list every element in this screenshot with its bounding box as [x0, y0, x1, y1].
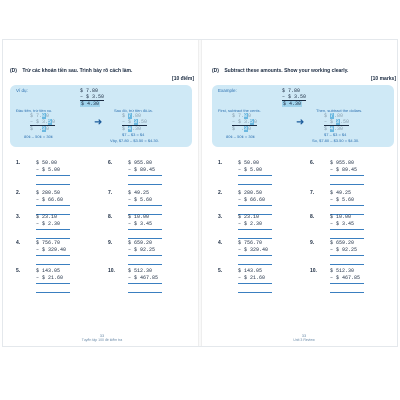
footer-text: Tuyển tập 100 đề kiểm tra	[81, 338, 123, 342]
problem-bottom-amount: – $ 21.60	[36, 275, 64, 281]
answer-rule	[128, 205, 162, 206]
problem-number: 3.	[218, 214, 223, 220]
example-label: Ví dụ:	[16, 88, 28, 93]
example-working-cents: $ 7.80 – $ 3.50 $ .30	[232, 113, 258, 132]
subtraction-problem	[304, 268, 384, 302]
question-heading	[10, 68, 194, 74]
problem-bottom-amount: – $ 21.60	[238, 275, 266, 281]
problem-bottom-amount: – $ 66.60	[36, 197, 64, 203]
problem-top-amount: $ 23.10	[238, 214, 260, 220]
problem-number: 5.	[16, 268, 21, 274]
answer-line[interactable]	[128, 264, 162, 265]
answer-line[interactable]	[128, 184, 162, 185]
question-heading	[212, 68, 396, 74]
problem-top-amount: $ 280.50	[238, 190, 263, 196]
marks-label: [10 marks]	[370, 76, 396, 82]
problem-top-amount: $ 512.30	[128, 268, 153, 274]
answer-line[interactable]	[128, 238, 162, 239]
problem-number: 7.	[108, 190, 113, 196]
example-line2: – $ 3.50	[282, 94, 307, 100]
problem-number: 6.	[310, 160, 315, 166]
problem-number: 5.	[218, 268, 223, 274]
problem-number: 9.	[310, 240, 315, 246]
answer-rule	[330, 205, 364, 206]
answer-rule	[128, 229, 162, 230]
answer-rule	[128, 283, 162, 284]
problem-top-amount: $ 143.05	[36, 268, 61, 274]
answer-rule	[238, 255, 272, 256]
problem-top-amount: $ 280.50	[36, 190, 61, 196]
problem-top-amount: $ 10.00	[128, 214, 150, 220]
example-step1-note: 80¢ – 50¢ = 30¢	[226, 134, 256, 139]
example-line1: $ 7.80	[282, 88, 301, 94]
page-footer	[10, 333, 194, 342]
problem-number: 10.	[310, 268, 317, 274]
problem-top-amount: $ 512.30	[330, 268, 355, 274]
right-page	[212, 40, 396, 346]
problem-bottom-amount: – $ 329.40	[36, 247, 67, 253]
example-step1-note: 80¢ – 50¢ = 30¢	[24, 134, 54, 139]
answer-rule	[238, 205, 272, 206]
answer-line[interactable]	[36, 292, 70, 293]
example-working-dollars: $ 7.80 – $ 3.50 $ 4.30	[324, 113, 350, 132]
problem-top-amount: $ 49.25	[330, 190, 352, 196]
problem-bottom-amount: – $ 467.85	[128, 275, 159, 281]
problem-number: 7.	[310, 190, 315, 196]
answer-line[interactable]	[330, 238, 364, 239]
example-step2-note: $7 – $3 = $4	[122, 132, 145, 137]
answer-line[interactable]	[238, 292, 272, 293]
answer-rule	[330, 255, 364, 256]
book-gutter	[198, 40, 202, 346]
problem-top-amount: $ 659.20	[330, 240, 355, 246]
problem-number: 3.	[16, 214, 21, 220]
example-step1: First, subtract the cents.	[218, 108, 261, 113]
problem-number: 1.	[218, 160, 223, 166]
problem-number: 1.	[16, 160, 21, 166]
answer-rule	[330, 283, 364, 284]
problem-number: 2.	[16, 190, 21, 196]
problem-bottom-amount: – $ 5.00	[36, 167, 61, 173]
problem-top-amount: $ 955.80	[128, 160, 153, 166]
answer-rule	[238, 175, 272, 176]
problem-bottom-amount: – $ 5.60	[128, 197, 153, 203]
subtraction-problem	[102, 268, 182, 302]
example-line2: – $ 3.50	[80, 94, 105, 100]
problem-bottom-amount: – $ 92.25	[330, 247, 358, 253]
problem-top-amount: $ 955.80	[330, 160, 355, 166]
marks-label: [10 điểm]	[172, 76, 194, 82]
example-result: So, $7.80 – $3.50 = $4.30.	[312, 138, 360, 143]
answer-rule	[128, 175, 162, 176]
problem-top-amount: $ 659.20	[128, 240, 153, 246]
problem-bottom-amount: – $ 5.00	[238, 167, 263, 173]
answer-line[interactable]	[128, 292, 162, 293]
subtraction-problem	[10, 160, 90, 194]
answer-line[interactable]	[36, 264, 70, 265]
problem-number: 8.	[310, 214, 315, 220]
problem-bottom-amount: – $ 92.25	[128, 247, 156, 253]
problem-bottom-amount: – $ 467.85	[330, 275, 361, 281]
problem-top-amount: $ 10.00	[330, 214, 352, 220]
problem-bottom-amount: – $ 2.30	[238, 221, 263, 227]
problem-bottom-amount: – $ 3.45	[330, 221, 355, 227]
problem-bottom-amount: – $ 89.45	[128, 167, 156, 173]
example-sum	[80, 88, 104, 107]
example-answer: $ 4.30	[283, 101, 302, 107]
instruction-text: Subtract these amounts. Show your working clearly.	[224, 68, 349, 74]
example-step2-note: $7 – $3 = $4	[324, 132, 347, 137]
problem-top-amount: $ 756.70	[36, 240, 61, 246]
answer-rule	[36, 283, 70, 284]
subtraction-problem	[212, 160, 292, 194]
example-step2: Then, subtract the dollars.	[316, 108, 363, 113]
answer-rule	[330, 175, 364, 176]
problem-top-amount: $ 756.70	[238, 240, 263, 246]
example-result: Vậy, $7.80 – $3.50 = $4.30.	[110, 138, 159, 143]
answer-rule	[238, 283, 272, 284]
subtraction-problem	[212, 268, 292, 302]
problem-number: 2.	[218, 190, 223, 196]
example-box	[10, 85, 192, 147]
problem-number: 9.	[108, 240, 113, 246]
example-sum	[282, 88, 306, 107]
subtraction-problem	[304, 160, 384, 194]
problem-top-amount: $ 50.00	[238, 160, 260, 166]
answer-line[interactable]	[330, 292, 364, 293]
problem-number: 6.	[108, 160, 113, 166]
problem-bottom-amount: – $ 3.45	[128, 221, 153, 227]
problem-bottom-amount: – $ 66.60	[238, 197, 266, 203]
problem-bottom-amount: – $ 89.45	[330, 167, 358, 173]
answer-rule	[36, 229, 70, 230]
subtraction-problem	[10, 268, 90, 302]
page-footer	[212, 333, 396, 342]
answer-rule	[36, 205, 70, 206]
left-page	[10, 40, 194, 346]
instruction-text: Trừ các khoản tiền sau. Trình bày rõ cách làm.	[22, 68, 133, 74]
problem-top-amount: $ 23.10	[36, 214, 58, 220]
problem-bottom-amount: – $ 5.60	[330, 197, 355, 203]
example-box	[212, 85, 394, 147]
answer-line[interactable]	[36, 184, 70, 185]
section-label: (D)	[10, 68, 17, 74]
example-answer: $ 4.30	[81, 101, 100, 107]
answer-rule	[330, 229, 364, 230]
section-label: (D)	[212, 68, 219, 74]
answer-line[interactable]	[238, 238, 272, 239]
arrow-right-icon: ➜	[94, 117, 103, 128]
example-step1: Đầu tiên, trừ tiền xu.	[16, 108, 53, 113]
problem-number: 4.	[16, 240, 21, 246]
problem-number: 4.	[218, 240, 223, 246]
example-label: Example:	[218, 88, 237, 93]
arrow-right-icon: ➜	[296, 117, 305, 128]
footer-text: Unit 3 Review	[293, 338, 315, 342]
page-number: 33	[301, 333, 307, 338]
answer-rule	[238, 229, 272, 230]
problem-top-amount: $ 143.05	[238, 268, 263, 274]
page-number: 33	[99, 333, 105, 338]
problem-bottom-amount: – $ 2.30	[36, 221, 61, 227]
answer-line[interactable]	[238, 184, 272, 185]
answer-rule	[36, 255, 70, 256]
problem-top-amount: $ 50.00	[36, 160, 58, 166]
problem-bottom-amount: – $ 329.40	[238, 247, 269, 253]
answer-rule	[36, 175, 70, 176]
example-working-dollars: $ 7.80 – $ 3.50 $ 4.30	[122, 113, 148, 132]
subtraction-problem	[102, 160, 182, 194]
problem-number: 8.	[108, 214, 113, 220]
answer-line[interactable]	[238, 264, 272, 265]
example-working-cents: $ 7.80 – $ 3.50 $ .30	[30, 113, 56, 132]
answer-line[interactable]	[330, 264, 364, 265]
example-step2: Sau đó, trừ tiền đô-la.	[114, 108, 153, 113]
answer-line[interactable]	[36, 238, 70, 239]
problem-number: 10.	[108, 268, 115, 274]
answer-rule	[128, 255, 162, 256]
answer-line[interactable]	[330, 184, 364, 185]
example-line1: $ 7.80	[80, 88, 99, 94]
problem-top-amount: $ 49.25	[128, 190, 150, 196]
